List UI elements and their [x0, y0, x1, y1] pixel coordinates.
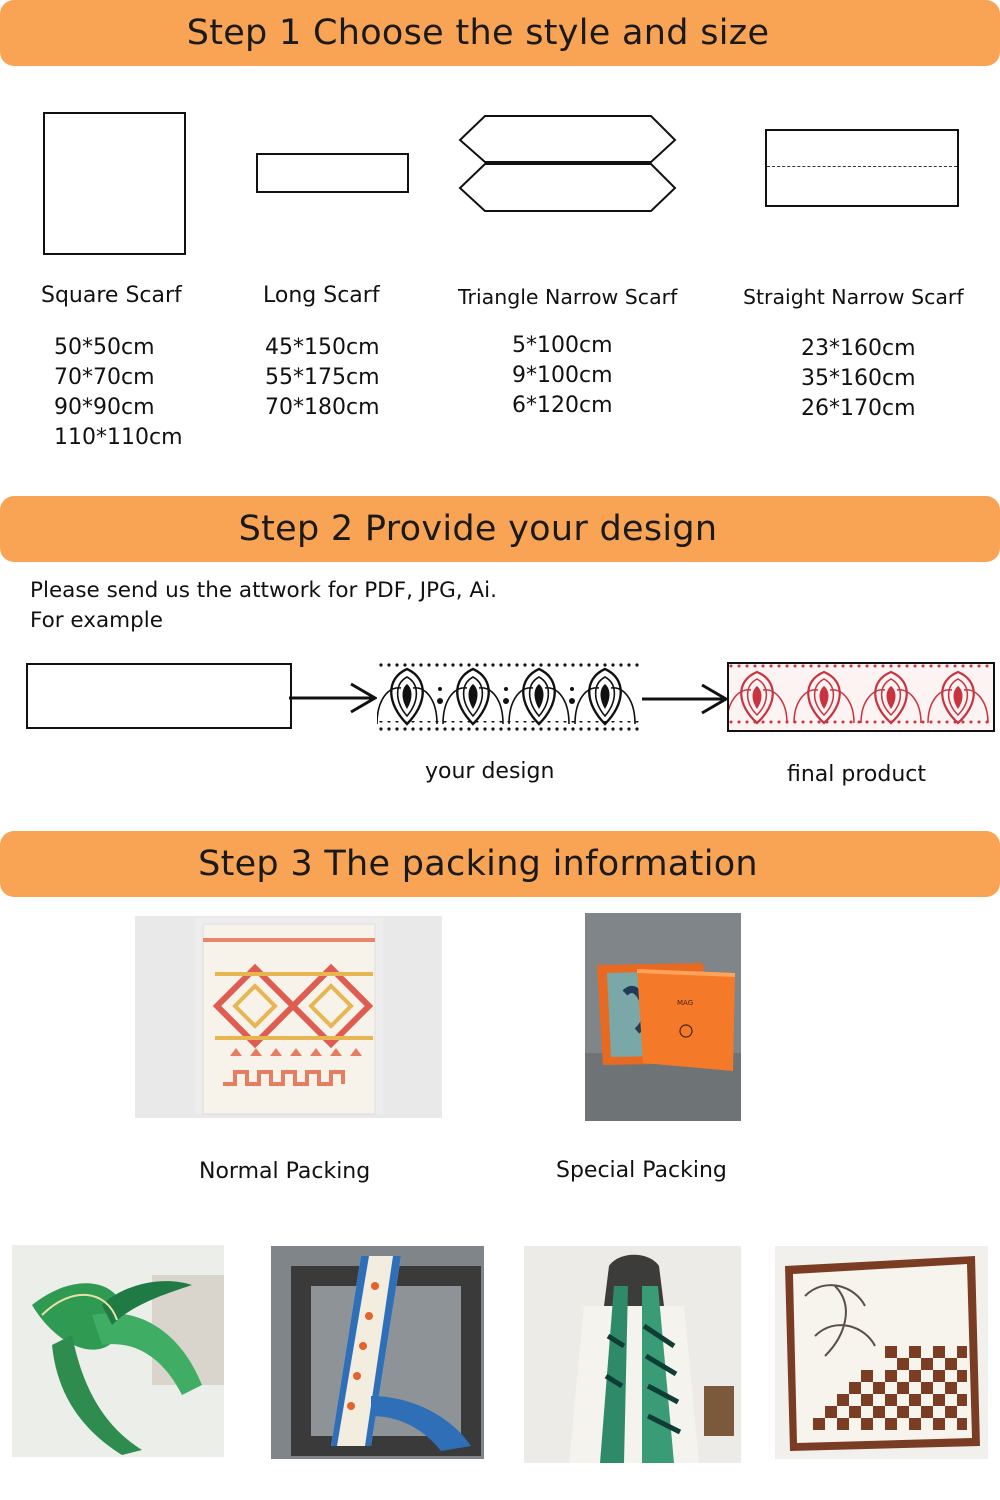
final-product-pattern	[727, 662, 995, 732]
product-photo-green-scarf	[12, 1245, 224, 1457]
square-scarf-shape	[43, 112, 186, 255]
size-item: 70*180cm	[265, 395, 380, 420]
size-item: 23*160cm	[801, 336, 916, 361]
square-scarf-sizes	[54, 333, 183, 453]
size-item: 9*100cm	[512, 363, 613, 388]
example-label: For example	[30, 608, 163, 633]
square-scarf-label: Square Scarf	[41, 283, 182, 308]
arrow-right-icon	[289, 680, 381, 716]
final-product-label: final product	[787, 762, 927, 787]
long-scarf-label: Long Scarf	[263, 283, 380, 308]
size-item: 35*160cm	[801, 366, 916, 391]
straight-narrow-scarf-label: Straight Narrow Scarf	[743, 285, 964, 309]
arrow-right-icon	[642, 681, 732, 717]
straight-narrow-scarf-shape	[765, 129, 959, 207]
size-item: 70*70cm	[54, 365, 155, 390]
normal-packing-label: Normal Packing	[199, 1159, 371, 1184]
size-item: 6*120cm	[512, 393, 613, 418]
special-packing-photo	[585, 913, 741, 1121]
product-photo-checker-scarf	[775, 1246, 988, 1459]
long-scarf-sizes	[265, 333, 380, 423]
blank-scarf-template	[26, 663, 292, 729]
special-packing-label: Special Packing	[556, 1158, 727, 1183]
size-item: 50*50cm	[54, 335, 155, 360]
straight-narrow-scarf-sizes	[801, 334, 916, 424]
step3-banner	[0, 831, 1000, 897]
step2-banner	[0, 496, 1000, 562]
size-item: 55*175cm	[265, 365, 380, 390]
your-design-label: your design	[425, 759, 555, 784]
size-item: 5*100cm	[512, 333, 613, 358]
size-item: 90*90cm	[54, 395, 155, 420]
artwork-instruction: Please send us the attwork for PDF, JPG, Ai.	[30, 578, 497, 603]
step2-title: Step 2 Provide your design	[238, 509, 718, 549]
step1-banner	[0, 0, 1000, 66]
size-item: 45*150cm	[265, 335, 380, 360]
size-item: 26*170cm	[801, 396, 916, 421]
triangle-narrow-scarf-sizes	[512, 331, 613, 421]
product-photo-green-zebra-scarf	[524, 1246, 741, 1463]
product-photo-blue-twilly	[271, 1246, 484, 1459]
step1-title: Step 1 Choose the style and size	[186, 13, 770, 53]
your-design-pattern	[377, 661, 642, 731]
step3-title: Step 3 The packing information	[198, 844, 758, 884]
box-brand-text: MAG	[677, 999, 694, 1007]
long-scarf-shape	[256, 153, 409, 193]
fold-line	[767, 166, 957, 167]
normal-packing-photo	[135, 916, 442, 1118]
triangle-narrow-scarf-label: Triangle Narrow Scarf	[458, 285, 678, 309]
size-item: 110*110cm	[54, 425, 183, 450]
triangle-narrow-scarf-shape	[455, 112, 681, 218]
